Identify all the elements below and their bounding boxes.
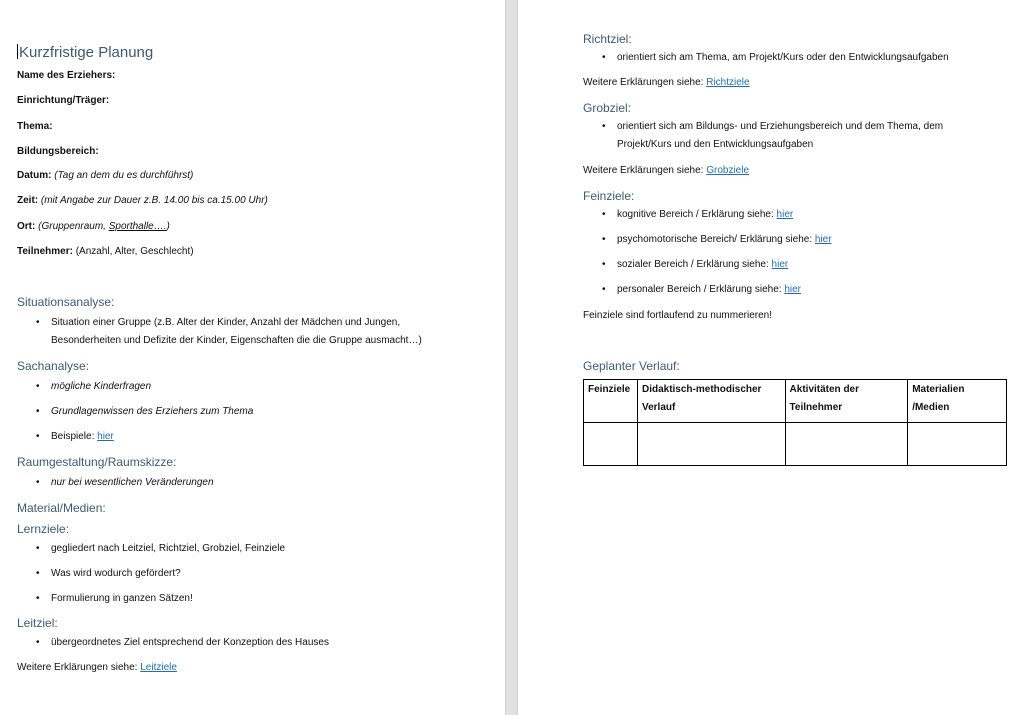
link-leitziele[interactable]: Leitziele (140, 662, 177, 673)
field-ort: Ort: (Gruppenraum, Sporthalle….) (17, 221, 170, 232)
document-page-left (0, 0, 505, 715)
list-item: • orientiert sich am Thema, am Projekt/Kurs oder den Entwicklungsaufgaben (602, 52, 949, 63)
table-header-cell: Aktivitäten der Teilnehmer (785, 380, 908, 423)
list-item: • sozialer Bereich / Erklärung siehe: hier (602, 259, 789, 270)
heading-situationsanalyse: Situationsanalyse: (17, 295, 115, 309)
list-item: • übergeordnetes Ziel entsprechend der Konzeption des Hauses (36, 637, 329, 648)
list-item: • Beispiele: hier (36, 431, 114, 442)
field-bildungsbereich: Bildungsbereich: (17, 146, 99, 157)
link-feinziel-sozial[interactable]: hier (771, 259, 789, 270)
list-item: • kognitive Bereich / Erklärung siehe: hier (602, 209, 794, 220)
table-header-cell: Didaktisch-methodischer Verlauf (637, 380, 785, 423)
more-info-grobziele: Weitere Erklärungen siehe: Grobziele (583, 165, 750, 176)
table-cell[interactable] (637, 423, 785, 466)
list-item: • Situation einer Gruppe (z.B. Alter der Kinder, Anzahl der Mädchen und Jungen, Besonderheiten und Defizite der Kinder, Eigenschaften die die Gruppe ausmacht…) (36, 317, 422, 346)
verlauf-table (583, 379, 1007, 466)
field-teilnehmer: Teilnehmer: (Anzahl, Alter, Geschlecht) (17, 246, 194, 257)
more-info-richtziele: Weitere Erklärungen siehe: Richtziele (583, 77, 750, 88)
link-feinziel-personal[interactable]: hier (784, 284, 801, 295)
table-header-cell: Feinziele (584, 380, 638, 423)
heading-material: Material/Medien: (17, 501, 106, 515)
list-item: • orientiert sich am Bildungs- und Erziehungsbereich und dem Thema, dem Projekt/Kurs und den Entwicklungsaufgaben (602, 121, 944, 150)
heading-lernziele: Lernziele: (17, 522, 70, 536)
more-info-leitziele: Weitere Erklärungen siehe: Leitziele (17, 662, 177, 673)
field-name: Name des Erziehers: (17, 70, 116, 81)
list-item: • Formulierung in ganzen Sätzen! (36, 593, 193, 604)
heading-raumgestaltung: Raumgestaltung/Raumskizze: (17, 455, 177, 469)
document-title: Kurzfristige Planung (19, 44, 154, 61)
document-page-right (518, 0, 1024, 715)
list-item: • mögliche Kinderfragen (36, 381, 152, 392)
link-richtziele[interactable]: Richtziele (706, 77, 750, 88)
page-gutter (505, 0, 518, 715)
list-item: • Was wird wodurch gefördert? (36, 568, 181, 579)
list-item: • nur bei wesentlichen Veränderungen (36, 477, 214, 488)
link-beispiele[interactable]: hier (97, 431, 114, 442)
list-item: • gegliedert nach Leitziel, Richtziel, Grobziel, Feinziele (36, 543, 286, 554)
link-grobziele[interactable]: Grobziele (706, 165, 750, 176)
table-cell[interactable] (584, 423, 638, 466)
list-item: • Grundlagenwissen des Erziehers zum Thema (36, 406, 254, 417)
table-cell[interactable] (908, 423, 1007, 466)
field-zeit: Zeit: (mit Angabe zur Dauer z.B. 14.00 bis ca.15.00 Uhr) (17, 195, 268, 206)
field-datum: Datum: (Tag an dem du es durchführst) (17, 170, 194, 181)
link-feinziel-kognitiv[interactable]: hier (776, 209, 794, 220)
list-item: • psychomotorische Bereich/ Erklärung siehe: hier (602, 234, 832, 245)
heading-richtziel: Richtziel: (583, 32, 632, 46)
table-header-cell: Materialien /Medien (908, 380, 1007, 423)
table-cell[interactable] (785, 423, 908, 466)
heading-leitziel: Leitziel: (17, 616, 58, 630)
list-item: • personaler Bereich / Erklärung siehe: hier (602, 284, 801, 295)
link-feinziel-psychomotorisch[interactable]: hier (814, 234, 832, 245)
table-header-row (584, 380, 1007, 423)
heading-feinziele: Feinziele: (583, 189, 635, 203)
table-row (584, 423, 1007, 466)
heading-sachanalyse: Sachanalyse: (17, 359, 90, 373)
text-cursor (17, 44, 18, 59)
field-einrichtung: Einrichtung/Träger: (17, 95, 110, 106)
field-thema: Thema: (17, 121, 53, 132)
feinziele-note: Feinziele sind fortlaufend zu nummerieren! (583, 310, 772, 321)
heading-geplanter-verlauf: Geplanter Verlauf: (583, 359, 680, 373)
heading-grobziel: Grobziel: (583, 101, 632, 115)
